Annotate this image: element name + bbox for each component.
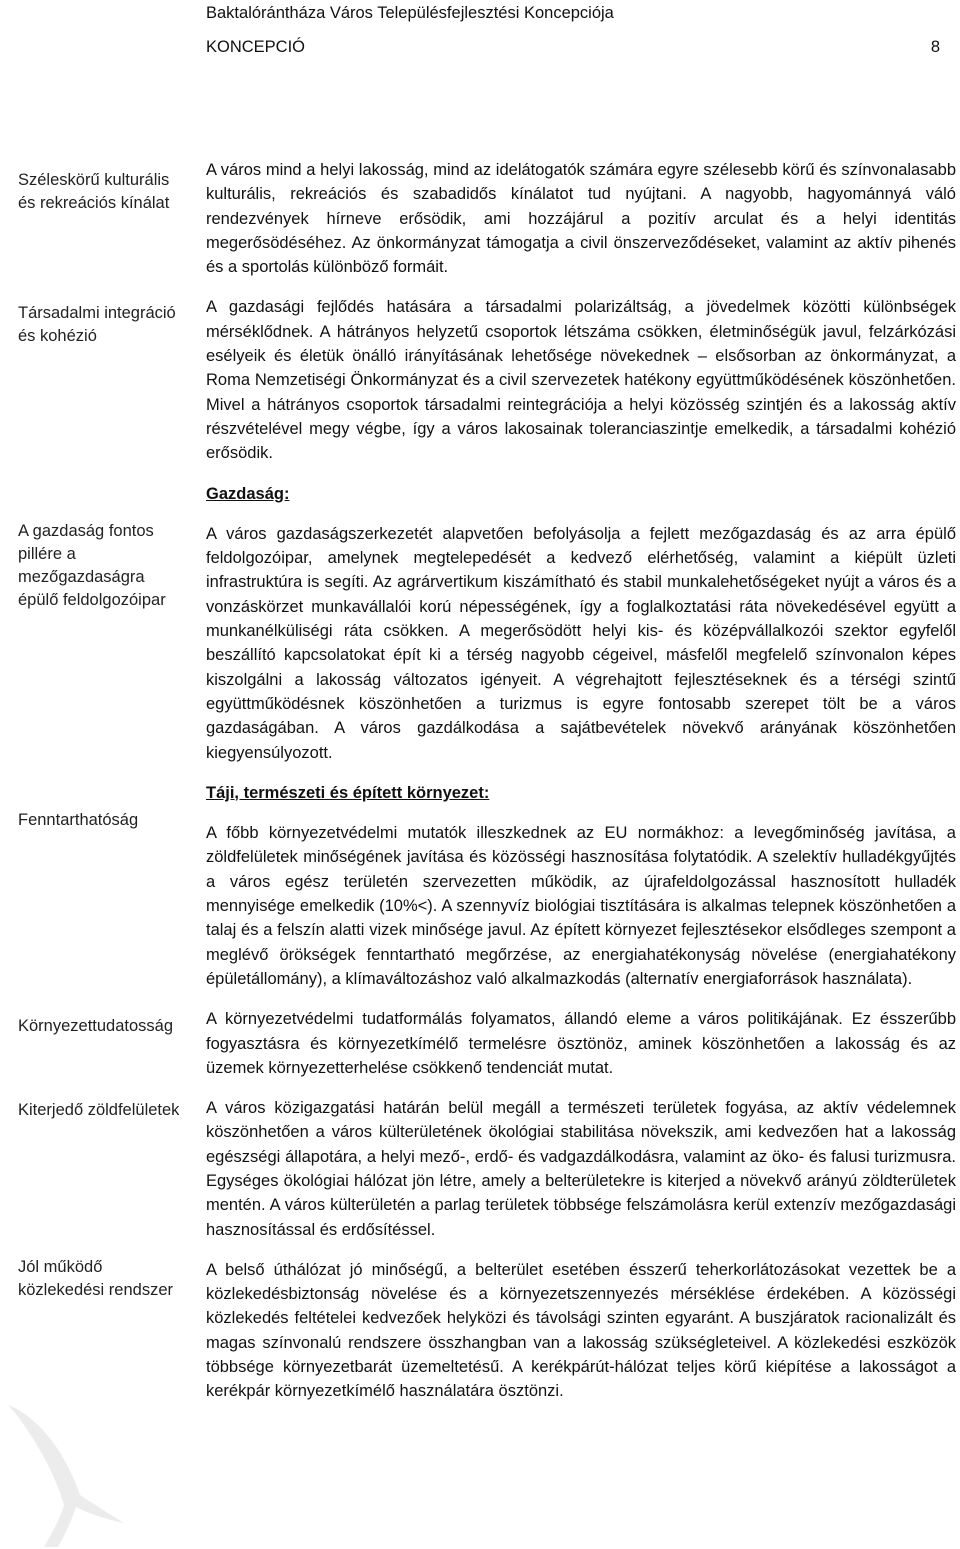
page-number: 8 — [930, 38, 940, 56]
margin-note-transport: Jól működő közlekedési rendszer — [18, 1258, 173, 1299]
margin-note-culture: Széleskörű kulturális és rekreációs kínálat — [18, 171, 170, 212]
header-row — [206, 36, 940, 58]
margin-note-green-areas: Kiterjedő zöldfelületek — [18, 1101, 180, 1119]
paragraph-natural-areas: A város közigazgatási határán belül megáll a természeti területek fogyása, az aktív védelemnek köszönhetően a város külterületének ökológiai stabilitása növekszik, ami kedvezően hat a lakosság egészségi állapotára, a helyi mező-, erdő- és vadgazdálkodásra, valamint az öko- és falusi turizmusra. Egységes ökológiai hálózat jön létre, amely a belterületekre is kiterjed a növekvő arányú zöldterületek mentén. A város külterületén a parlag területek többsége felszámolásra kerül extenzív mezőgazdasági hasznosítással és erdősítéssel. — [206, 1099, 956, 1239]
margin-note-economy: A gazdaság fontos pillére a mezőgazdaságra épülő feldolgozóipar — [18, 522, 166, 609]
heading-environment: Táji, természeti és épített környezet: — [206, 783, 490, 802]
margin-note-integration: Társadalmi integráció és kohézió — [18, 304, 176, 345]
bird-watermark-icon — [0, 1395, 130, 1549]
paragraph-environment-indicators: A főbb környezetvédelmi mutatók illeszkednek az EU normákhoz: a levegőminőség javítása, a zöldfelületek minőségének javítása és közösségi hasznosítása folytatódik. A szelektív hulladékgyűjtés a város egész területén szervezetten működik, az újrafeldolgozással hasznosított hulladék mennyisége emelkedik (10%<). A szennyvíz biológiai tisztítására is alkalmas telepnek köszönhetően a talaj és a felszín alatti vizek minősége javul. Az épített környezet fejlesztésekor elsődleges szempont a meglévő örökségek fenntartható megőrzése, az energiahatékonyság növelése (energiahatékony épületállomány), a klímaváltozáshoz való alkalmazkodás (alternatív energiaforrások használata). — [206, 824, 956, 988]
margin-note-sustainability: Fenntarthatóság — [18, 811, 139, 829]
document-title: Baktalórántháza Város Településfejlesztési Koncepciója — [206, 4, 614, 22]
paragraph-economy: A város gazdaságszerkezetét alapvetően befolyásolja a fejlett mezőgazdaság és az arra épülő feldolgozóipar, amelynek megtelepedését a kedvező elérhetőség, valamint a kiépült üzleti infrastruktúra is segíti. Az agrárvertikum kiszámítható és stabil munkalehetőségeket nyújt a város és a vonzáskörzet munkavállalói korú népességének, így a foglalkoztatási ráta növekedésével együtt a munkanélküliségi ráta csökken. A megerősödött helyi kis- és középvállalkozói szektor egyfelől beszállító kapcsolatokat épít ki a térség nagyobb cégeivel, másfelől megfelelő színvonalon képes kiszolgálni a lakosság változatos igényeit. A végrehajtott fejlesztéseknek és a térségi szintű együttműködésnek köszönhetően a turizmus is egyre fontosabb szerepet tölt be a város gazdaságában. A város gazdálkodása a sajátbevételek növekvő arányának köszönhetően kiegyensúlyozott. — [206, 524, 956, 762]
margin-note-environment-awareness: Környezettudatosság — [18, 1017, 174, 1035]
paragraph-culture: A város mind a helyi lakosság, mind az idelátogatók számára egyre szélesebb körű és színvonalasabb kulturális, rekreációs és szabadidős kínálatot tud nyújtani. A nagyobb, hagyománnyá váló rendezvények hírneve erősödik, ami hozzájárul a pozitív arculat és a helyi identitás megerősödéséhez. Az önkormányzat támogatja a civil önszerveződéseket, valamint az aktív pihenés és a sportolás különböző formáit. — [206, 161, 956, 277]
page-header — [206, 2, 940, 58]
paragraph-transport: A belső úthálózat jó minőségű, a belterület esetében ésszerű teherkorlátozásokat vezettek be a közlekedésbiztonság növelése és a környezetszennyezés mérséklése érdekében. A közösségi közlekedés feltételei kedvezőek helyközi és távolsági szinten egyaránt. A buszjáratok racionalizált és magas színvonalú rendszere összhangban van a lakosság szükségleteivel. A közlekedési eszközök többsége környezetbarát üzemeltetésű. A kerékpárút-hálózat teljes körű kiépítése a lakosságot a kerékpár környezetkímélő használatára ösztönzi. — [206, 1260, 956, 1401]
section-title: KONCEPCIÓ — [206, 38, 306, 56]
heading-economy: Gazdaság: — [206, 484, 290, 503]
main-content — [206, 158, 956, 1420]
paragraph-integration: A gazdasági fejlődés hatására a társadalmi polarizáltság, a jövedelmek közötti különbségek mérséklődnek. A hátrányos helyzetű csoportok létszáma csökken, életminőségük javul, felzárkózási esélyeik és életük önálló irányításának lehetősége növekednek – elsősorban az önkormányzat, a Roma Nemzetiségi Önkormányzat és a civil szervezetek hatékony együttműködésének köszönhetően. Mivel a hátrányos csoportok társadalmi reintegrációja a helyi közösség szintjén és a lakosság aktív részvételével megy végbe, így a város lakosainak toleranciaszintje emelkedik, a társadalmi kohézió erősödik. — [206, 298, 956, 463]
paragraph-environment-awareness: A környezetvédelmi tudatformálás folyamatos, állandó eleme a város politikájának. Ez ésszerűbb fogyasztásra és környezetkímélő termelésre ösztönöz, aminek köszönhetően a lakosság és az üzemek környezetterhelése csökkenő tendenciát mutat. — [206, 1010, 956, 1077]
